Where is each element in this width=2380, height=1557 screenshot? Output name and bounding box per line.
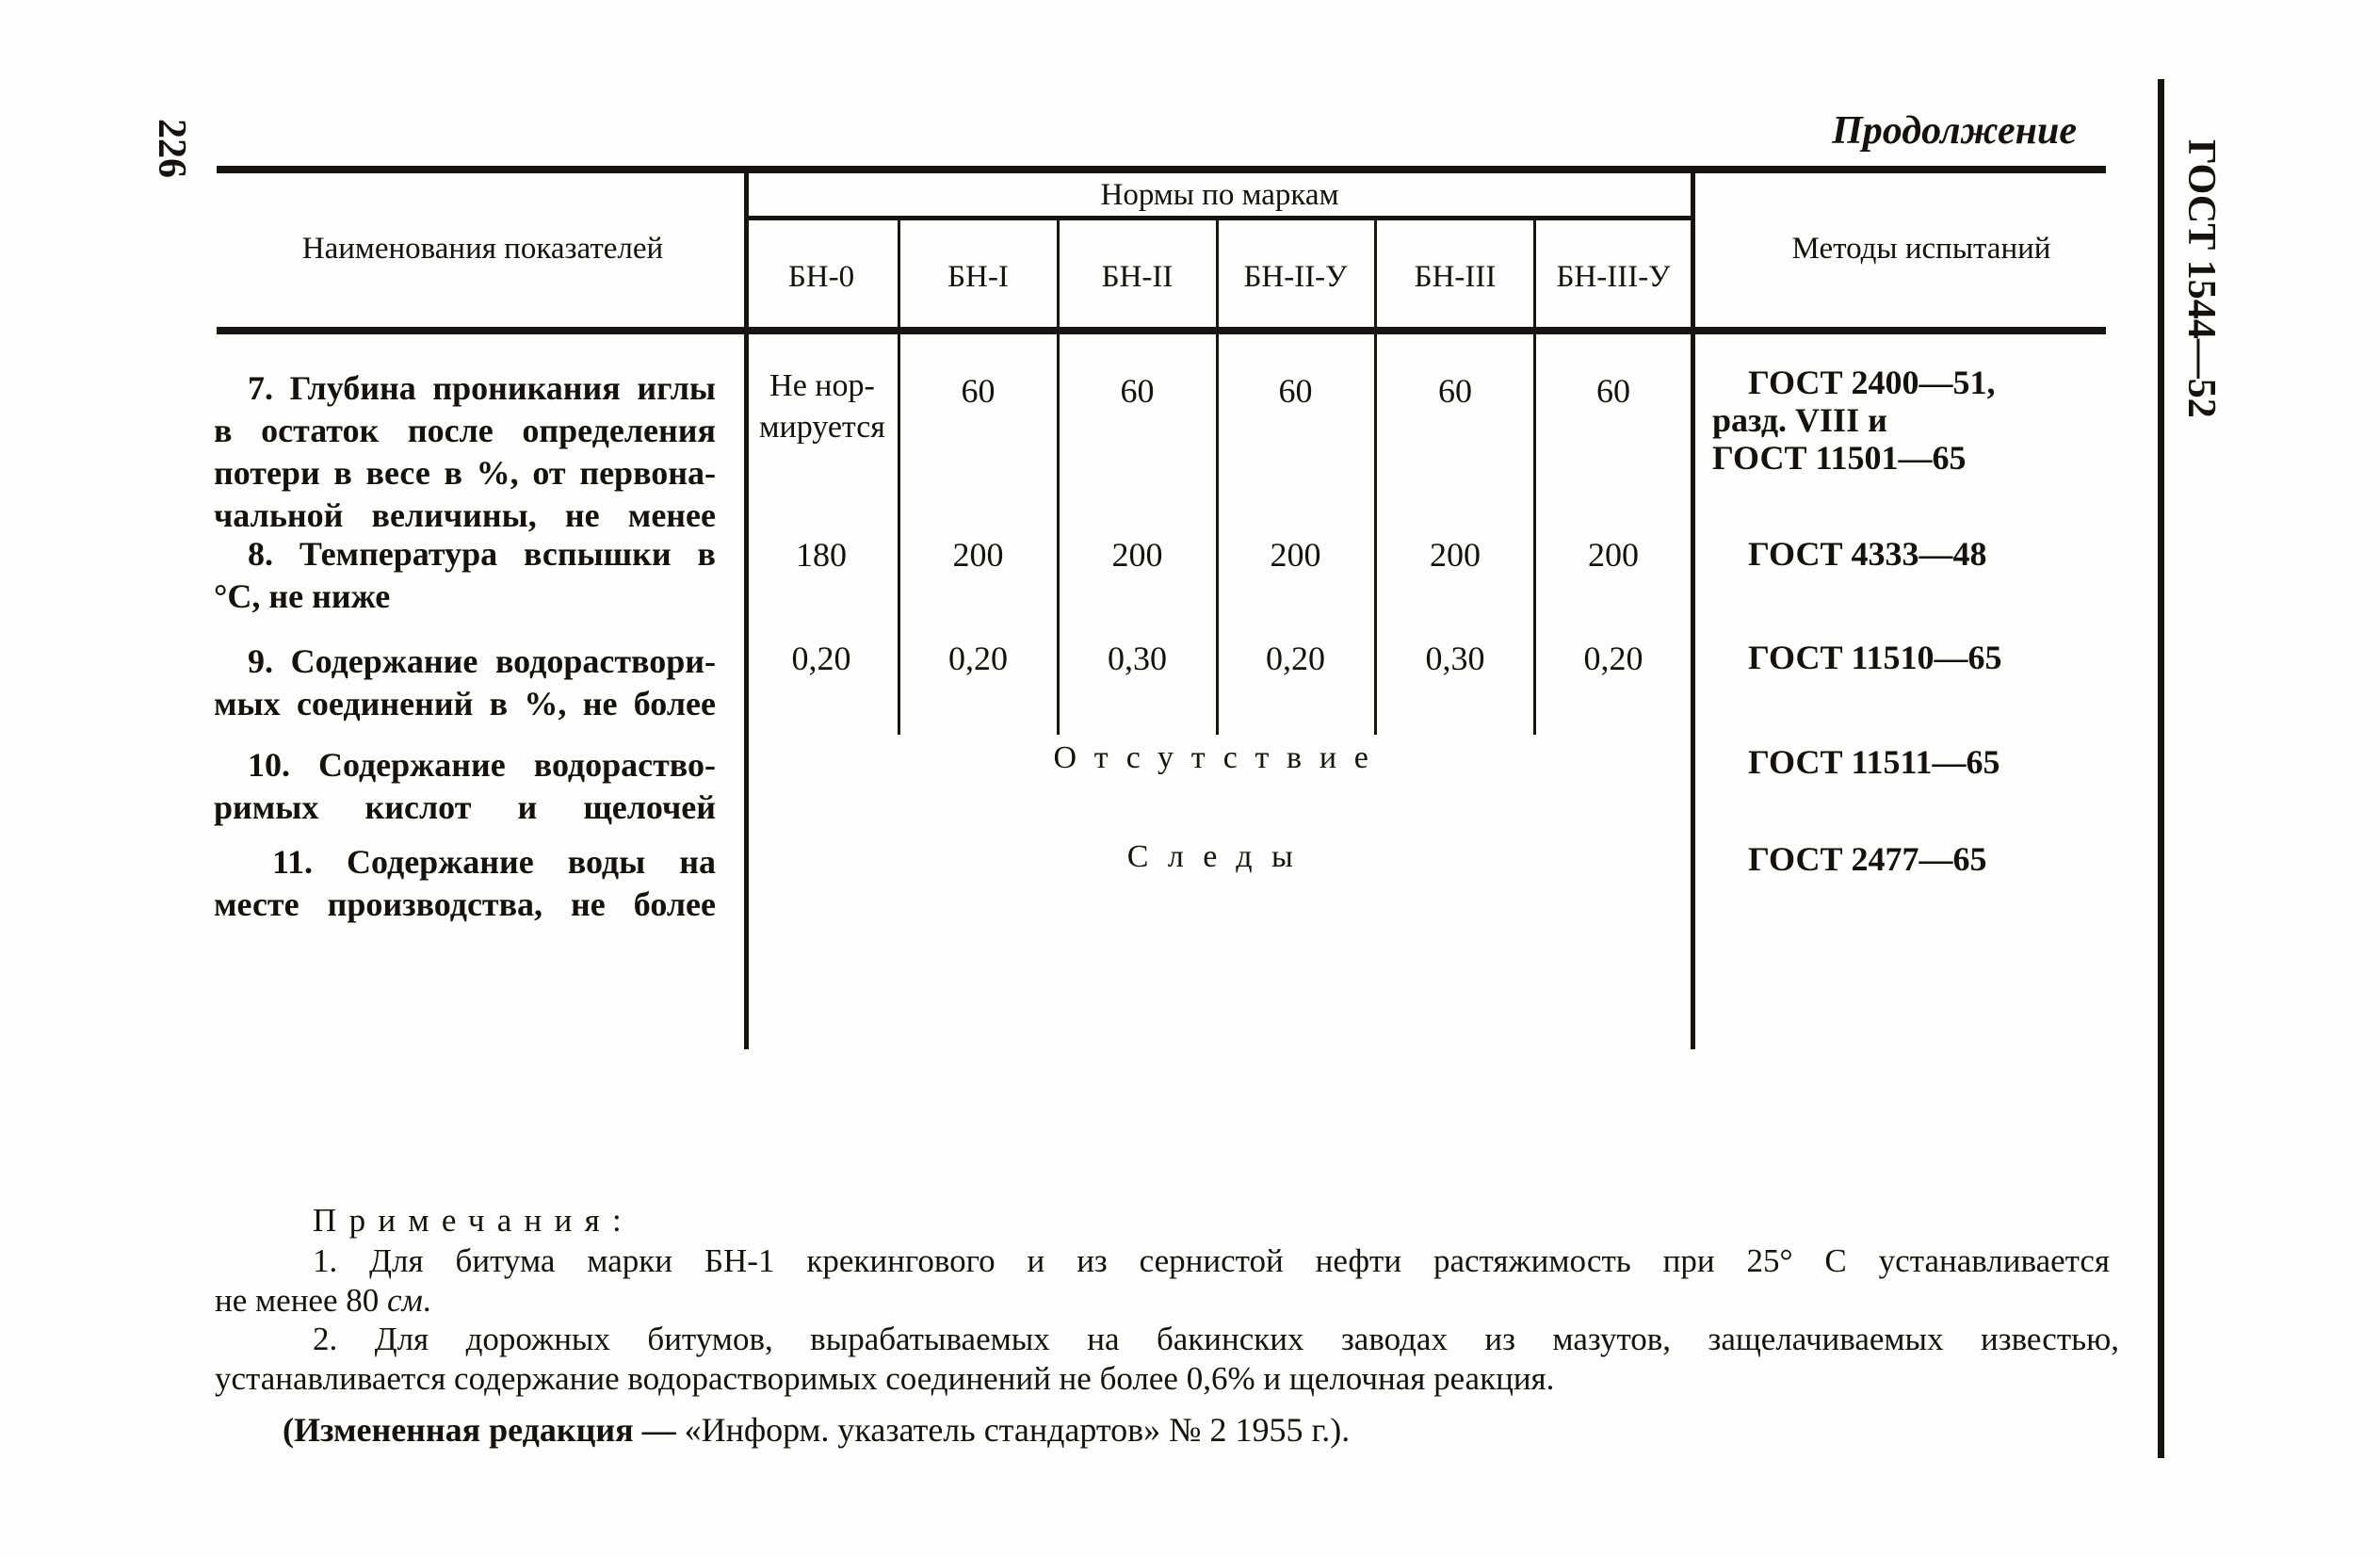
header-norms-group: Нормы по маркам <box>1100 178 1339 212</box>
row7-name <box>214 367 716 537</box>
header-grade-bn2u: БН-II-У <box>1243 260 1348 294</box>
header-grade-bn0: БН-0 <box>787 260 855 294</box>
note1-line2-period: . <box>422 1282 431 1319</box>
note2-line1: 2. Для дорожных битумов, вырабатываемых на бакинских заводах из мазутов, защелачиваемых известью, <box>313 1321 2119 1357</box>
row7-value-bn0-line: мируется <box>759 410 885 445</box>
row9-method <box>1712 639 2150 676</box>
row7-name-line: потери в весе в %, от первона- <box>214 454 716 492</box>
table-vline-col2 <box>1057 218 1060 735</box>
row8-value-bn3u: 200 <box>1588 536 1639 574</box>
row11-name <box>214 841 716 926</box>
table-rule-header-bottom <box>217 327 2106 334</box>
row8-value-bn2u: 200 <box>1270 536 1321 574</box>
row9-name-line: 9. Содержание водораствори- <box>248 642 716 680</box>
row7-value-bn3u: 60 <box>1596 372 1630 410</box>
row9-value-bn2: 0,30 <box>1108 640 1167 677</box>
row7-name-line: чальной величины, не менее <box>214 496 716 534</box>
header-methods: Методы испытаний <box>1791 232 2051 266</box>
row7-name-line: в остаток после определения <box>214 412 716 449</box>
row10-span-value: Отсутствие <box>1053 740 1386 775</box>
note1-line2 <box>215 1283 431 1320</box>
header-grade-bn3u: БН-III-У <box>1556 260 1671 294</box>
row8-method <box>1712 535 2150 573</box>
row9-method-line: ГОСТ 11510—65 <box>1748 639 2002 676</box>
table-vline-col4 <box>1374 218 1377 735</box>
row9-value-bn3: 0,30 <box>1425 640 1485 677</box>
margin-rule <box>2158 79 2164 1458</box>
row9-name <box>214 641 716 725</box>
amendment-rest: «Информ. указатель стандартов» № 2 1955 г.). <box>675 1411 1351 1449</box>
table-vline-right <box>1691 166 1695 1049</box>
row9-value-bn0: 0,20 <box>791 640 851 677</box>
note1-line2-text: не менее 80 <box>215 1282 387 1319</box>
header-indicators: Наименования показателей <box>301 232 664 266</box>
page-number <box>150 119 252 178</box>
row8-method-line: ГОСТ 4333—48 <box>1748 535 1987 573</box>
row7-value-bn1: 60 <box>961 372 996 410</box>
table-rule-top <box>217 166 2106 173</box>
table-rule-norms-underline <box>744 216 1694 220</box>
note2-line2: устанавливается содержание водорастворимых соединений не более 0,6% и щелочная реакция. <box>215 1360 1555 1397</box>
header-grade-bn2: БН-II <box>1101 260 1174 294</box>
row7-name-line: 7. Глубина проникания иглы <box>248 369 716 407</box>
header-grade-bn1: БН-I <box>947 260 1009 294</box>
table-vline-col1 <box>898 218 900 735</box>
row7-method-line: разд. VIII и <box>1712 401 1887 439</box>
row10-method-line: ГОСТ 11511—65 <box>1748 743 2000 781</box>
table-vline-col5 <box>1533 218 1536 735</box>
row8-value-bn0: 180 <box>796 536 847 574</box>
row10-name <box>214 744 716 829</box>
row8-value-bn3: 200 <box>1430 536 1481 574</box>
row7-value-bn3: 60 <box>1438 372 1472 410</box>
margin-standard-text: ГОСТ 1544—52 <box>2179 139 2223 418</box>
row9-name-line: мых соединений в %, не более <box>214 685 716 722</box>
row8-name-line: °С, не ниже <box>214 577 391 615</box>
row7-method-line: ГОСТ 11501—65 <box>1712 439 1967 477</box>
table-vline-left <box>744 166 749 1049</box>
row8-value-bn1: 200 <box>952 536 1004 574</box>
amendment-line <box>283 1410 1350 1450</box>
row7-value-bn0 <box>749 365 896 448</box>
row11-name-line: 11. Содержание воды на <box>272 843 716 881</box>
row8-name-line: 8. Температура вспышки в <box>248 535 716 573</box>
row9-value-bn1: 0,20 <box>948 640 1008 677</box>
row11-span-value: Следы <box>1126 839 1313 874</box>
row11-method-line: ГОСТ 2477—65 <box>1748 840 1987 878</box>
row10-name-line: римых кислот и щелочей <box>214 788 716 826</box>
row9-value-bn2u: 0,20 <box>1266 640 1325 677</box>
row11-method <box>1712 840 2150 878</box>
note1-line2-unit: см <box>387 1282 423 1319</box>
row7-value-bn0-line: Не нор- <box>769 368 875 403</box>
row8-name <box>214 533 716 618</box>
row7-value-bn2: 60 <box>1120 372 1155 410</box>
row7-method-line: ГОСТ 2400—51, <box>1748 364 1996 401</box>
header-grade-bn3: БН-III <box>1414 260 1497 294</box>
margin-standard <box>2179 139 2380 418</box>
note1-line1: 1. Для битума марки БН-1 крекингового и из сернистой нефти растяжимость при 25° С устанавливается <box>313 1242 2110 1279</box>
row7-method <box>1712 364 2150 477</box>
page-number-text: 226 <box>150 119 193 178</box>
row7-value-bn2u: 60 <box>1278 372 1313 410</box>
row10-method <box>1712 743 2150 781</box>
row10-name-line: 10. Содержание водораство- <box>248 746 716 784</box>
row9-value-bn3u: 0,20 <box>1583 640 1643 677</box>
notes-heading: Примечания: <box>313 1202 635 1239</box>
row11-name-line: месте производства, не более <box>214 885 716 923</box>
amendment-bold: (Измененная редакция — <box>283 1411 676 1449</box>
row8-value-bn2: 200 <box>1111 536 1163 574</box>
continuation-label: Продолжение <box>1832 109 2077 153</box>
